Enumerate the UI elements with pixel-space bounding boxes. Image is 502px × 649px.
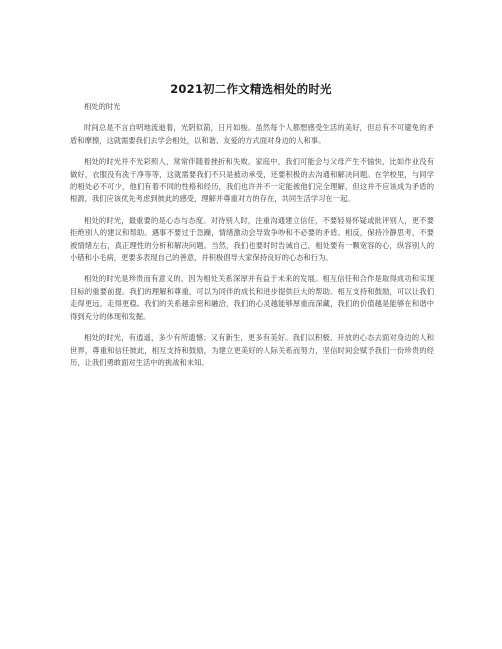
paragraph: 相处的时光并不光彩照人，常常伴随着挫折和失败。家庭中，我们可能会与父母产生不愉快，比如作业没有做好，衣服没有洗干净等等，这就需要我们不只是被动承受，还要积极的去沟通和解决问题。在学校里，与同学的相处必不可少，他们有着不同的性格和经历，我们也许并不一定能被他们完全理解，但这并不应该成为矛盾的根源，我们应该优先考虑到彼此的感受，理解并尊重对方的存在，共同生活学习在一起。: [70, 157, 434, 204]
document-body: [70, 101, 434, 378]
paragraph: 相处的时光是珍贵而有意义的，因为相处关系深厚并有益于未来的发展。相互信任和合作是取得成功和实现目标的重要前提。我们的理解和尊重，可以为同伴的成长和进步提供巨大的帮助。相互支持和鼓励，可以让我们走得更远，走得更稳。我们的关系越亲密和融洽，我们的心灵越能够厚重而深藏，我们的价值越是能够在和谐中得到充分的体现和发掘。: [70, 274, 434, 321]
paragraph: 相处的时光，有逍遥，多少有所遗憾；又有新生，更多有美好。我们以积极、开放的心态去面对身边的人和世界，尊重和信任彼此，相互支持和鼓励，为建立更美好的人际关系而努力，坚信时间会赋予我们一份珍贵的经历，让我们勇敢面对生活中的挑战和未知。: [70, 333, 434, 367]
paragraph: 时间总是不言自明地流逝着，光阴似箭，日月如梭。虽然每个人都想感受生活的美好，但总有不可避免的矛盾和摩擦，这就需要我们去学会相处，以和谐、友爱的方式面对身边的人和事。: [70, 123, 434, 145]
document-title: 2021初二作文精选相处的时光: [170, 82, 332, 96]
paragraph: 相处的时光，最重要的是心态与态度。对待别人时，注重沟通建立信任，不要轻易怀疑或批评别人，更不要拒绝别人的建议和帮助。遇事不要过于急躁，情绪激动会导致争吵和不必要的矛盾。相反，保持冷静思考，不要被情绪左右，真正理性的分析和解决问题。当然，我们也要时时告诫自己，相处要有一颗宽容的心，纵容别人的小错和小毛病，更要多表现自己的善意，并积极倡导大家保持良好的心态和行为。: [70, 215, 434, 263]
document-subtitle: 相处的时光: [84, 102, 121, 111]
